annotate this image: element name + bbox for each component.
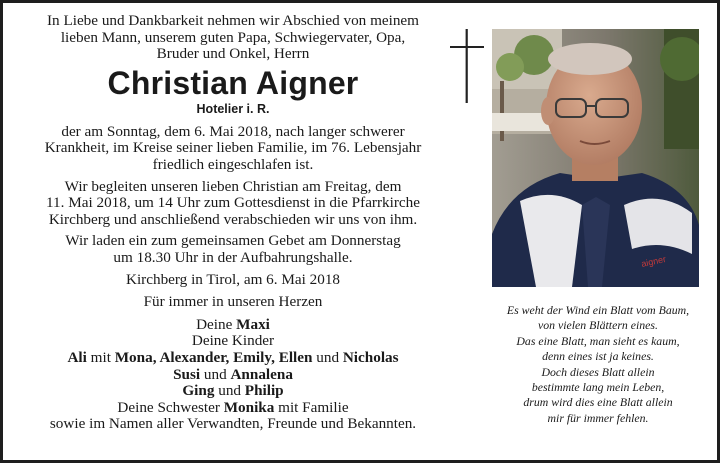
poem-line: mir für immer fehlen. — [547, 410, 649, 425]
intro-line: lieben Mann, unserem guten Papa, Schwiegervater, Opa, — [60, 28, 406, 46]
sister-prefix: Deine Schwester — [117, 398, 220, 416]
death-line: der am Sonntag, dem 6. Mai 2018, nach langer schwerer — [61, 122, 405, 140]
poem — [485, 303, 711, 426]
funeral-line: Kirchberg und anschließend verabschieden wir uns von ihm. — [48, 210, 418, 228]
deceased-title: Hotelier i. R. — [196, 101, 270, 116]
family-connector: und — [218, 382, 241, 400]
intro-text — [13, 13, 453, 63]
sister-name: Monika — [223, 398, 275, 416]
family-line-1 — [13, 350, 453, 367]
family-connector: mit — [90, 348, 111, 366]
poem-line: Das eine Blatt, man sieht es kaum, — [516, 333, 680, 348]
cross-icon — [450, 29, 484, 103]
intro-line: Bruder und Onkel, Herrn — [156, 45, 310, 63]
family-sister — [13, 400, 453, 417]
family-line-3 — [13, 383, 453, 400]
family-connector: und — [316, 348, 340, 366]
wife-prefix: Deine — [196, 315, 233, 333]
family-name: Ging — [182, 382, 215, 400]
family-name: Susi — [173, 365, 201, 383]
wife-name: Maxi — [236, 315, 270, 333]
poem-line: drum wird dies eine Blatt allein — [523, 395, 673, 410]
poem-line: bestimmte lang mein Leben, — [531, 380, 665, 395]
family-name: Annalena — [230, 365, 293, 383]
deceased-name: Christian Aigner — [107, 64, 359, 101]
family-name: Ali — [67, 348, 87, 366]
poem-line: denn eines ist ja keines. — [542, 349, 654, 364]
prayer-line: Wir laden ein zum gemeinsamen Gebet am Donnerstag — [65, 232, 401, 250]
prayer-info — [13, 233, 453, 266]
family-wife — [13, 317, 453, 334]
closing-line: Für immer in unseren Herzen — [143, 293, 323, 311]
death-line: Krankheit, im Kreise seiner lieben Familie, im 76. Lebensjahr — [44, 139, 422, 157]
place-date: Kirchberg in Tirol, am 6. Mai 2018 — [125, 270, 341, 288]
death-line: friedlich eingeschlafen ist. — [152, 155, 314, 173]
obituary-text — [13, 13, 453, 433]
family-name: Nicholas — [342, 348, 399, 366]
prayer-line: um 18.30 Uhr in der Aufbahrungshalle. — [113, 248, 353, 266]
relatives-line: sowie im Namen aller Verwandten, Freunde und Bekannten. — [49, 415, 417, 433]
svg-text:aigner: aigner — [640, 253, 667, 269]
poem-line: von vielen Blättern eines. — [538, 318, 658, 333]
family-line-2 — [13, 367, 453, 384]
portrait-photo — [492, 29, 699, 287]
family-name: Philip — [244, 382, 284, 400]
children-label: Deine Kinder — [191, 332, 275, 350]
death-announcement — [13, 124, 453, 174]
family-connector: und — [203, 365, 227, 383]
funeral-info — [13, 179, 453, 229]
funeral-line: Wir begleiten unseren lieben Christian am Freitag, dem — [64, 177, 402, 195]
intro-line: In Liebe und Dankbarkeit nehmen wir Abschied von meinem — [47, 12, 419, 29]
family-name: Mona, Alexander, Emily, Ellen — [114, 348, 313, 366]
poem-line: Es weht der Wind ein Blatt vom Baum, — [506, 303, 690, 317]
funeral-line: 11. Mai 2018, um 14 Uhr zum Gottesdienst in die Pfarrkirche — [46, 194, 420, 212]
poem-line: Doch dieses Blatt allein — [541, 364, 655, 379]
sister-suffix: mit Familie — [278, 398, 349, 416]
